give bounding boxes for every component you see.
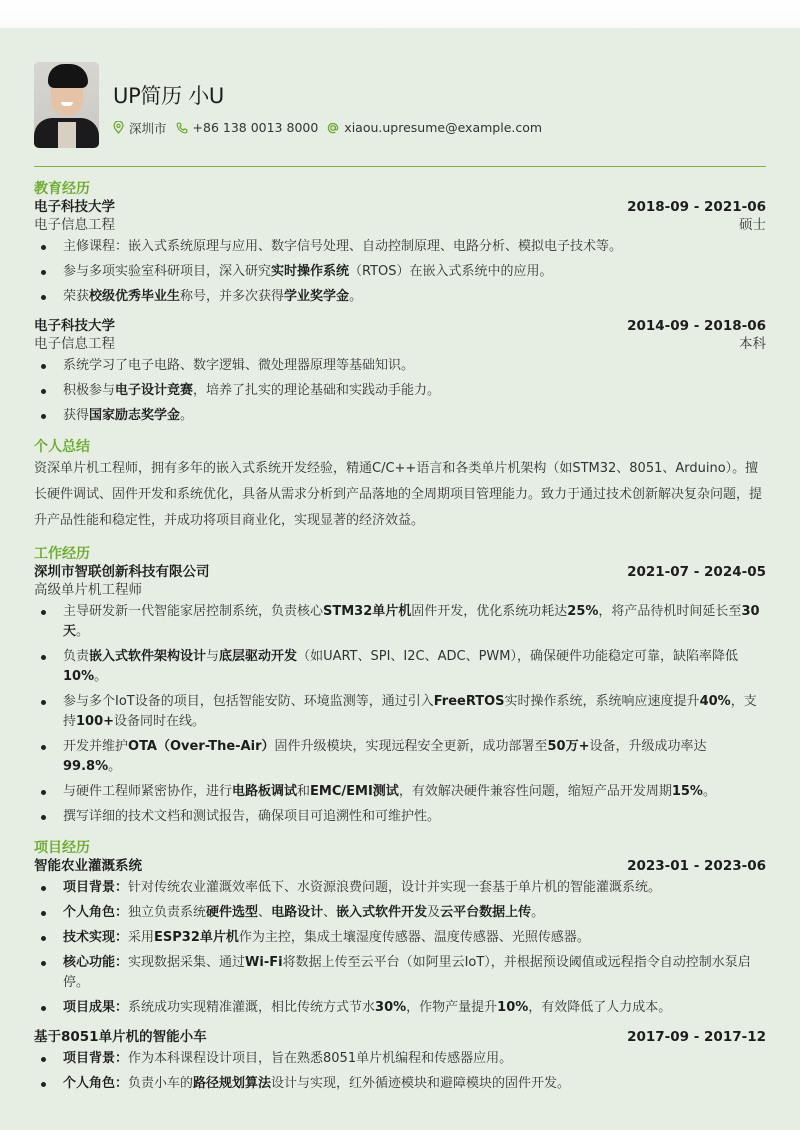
- bold-text: 硬件选型: [206, 905, 259, 920]
- school-name: 电子科技大学: [34, 318, 115, 334]
- bullet-item: 主导研发新一代智能家居控制系统，负责核心STM32单片机固件开发，优化系统功耗达25%，将产品待机时间延长至30天。: [34, 602, 766, 642]
- phone-text: +86 138 0013 8000: [192, 120, 319, 135]
- project-name: 基于8051单片机的智能小车: [34, 1029, 207, 1045]
- bold-text: 底层驱动开发: [219, 649, 298, 664]
- bold-text: FreeRTOS: [433, 694, 505, 709]
- email-text[interactable]: xiaou.upresume@example.com: [344, 120, 543, 135]
- contact-info: [113, 119, 551, 137]
- bold-text: 项目背景：: [63, 880, 129, 895]
- bullet-item: 负责嵌入式软件架构设计与底层驱动开发（如UART、SPI、I2C、ADC、PWM），确保硬件功能稳定可靠，缺陷率降低10%。: [34, 647, 766, 687]
- summary-text: 资深单片机工程师，拥有多年的嵌入式系统开发经验，精通C/C++语言和各类单片机架构（如STM32、8051、Arduino）。擅长硬件调试、固件开发和系统优化，具备从需求分析到产品落地的全周期项目管理能力。致力于通过技术创新解决复杂问题，提升产品性能和稳定性，并成功将项目商业化，实现显著的经济效益。: [34, 461, 763, 528]
- bold-text: 技术实现：: [63, 930, 129, 945]
- bold-text: 99.8%: [63, 759, 109, 774]
- entry-sub-row: [34, 335, 766, 353]
- bullet-item: 积极参与电子设计竞赛，培养了扎实的理论基础和实践动手能力。: [34, 381, 766, 401]
- bold-text: 电路板调试: [232, 784, 298, 799]
- bullet-item: 开发并维护OTA（Over-The-Air）固件升级模块，实现远程安全更新，成功部署至50万+设备，升级成功率达99.8%。: [34, 737, 766, 777]
- bullet-item: 系统学习了电子电路、数字逻辑、微处理器原理等基础知识。: [34, 356, 766, 376]
- bold-text: 项目背景：: [63, 1051, 129, 1066]
- entry-header-row: [34, 198, 766, 216]
- entry-header-row: [34, 563, 766, 581]
- bold-text: 嵌入式软件架构设计: [89, 649, 207, 664]
- project-entry: [34, 1028, 766, 1094]
- bold-text: 嵌入式软件开发: [336, 905, 428, 920]
- degree: 硕士: [739, 217, 766, 233]
- bold-text: STM32单片机: [323, 604, 412, 619]
- bullet-item: 主修课程：嵌入式系统原理与应用、数字信号处理、自动控制原理、电路分析、模拟电子技术等。: [34, 237, 766, 257]
- header-divider: [34, 166, 766, 167]
- bold-text: 国家励志奖学金: [89, 408, 181, 423]
- bold-text: 个人角色：: [63, 905, 129, 920]
- bold-text: 10%: [63, 669, 95, 684]
- bullet-list: [34, 602, 766, 827]
- bold-text: OTA（Over-The-Air）: [128, 739, 275, 754]
- project-name: 智能农业灌溉系统: [34, 858, 142, 874]
- bullet-list: [34, 356, 766, 426]
- education-section: [34, 180, 766, 426]
- bold-text: ESP32单片机: [154, 930, 239, 945]
- bullet-list: [34, 237, 766, 307]
- phone-icon: [176, 122, 188, 134]
- bullet-item: 撰写详细的技术文档和测试报告，确保项目可追溯性和可维护性。: [34, 807, 766, 827]
- date-range: 2021-07 - 2024-05: [627, 564, 766, 580]
- top-blank-bar: [0, 0, 800, 28]
- bold-text: 30天: [63, 604, 760, 639]
- bullet-item: 技术实现：采用ESP32单片机作为主控，集成土壤湿度传感器、温度传感器、光照传感器。: [34, 928, 766, 948]
- projects-section: [34, 839, 766, 1094]
- summary-section: [34, 438, 766, 534]
- bold-text: 实时操作系统: [271, 264, 350, 279]
- contact-phone: [176, 120, 319, 135]
- entry-header-row: [34, 317, 766, 335]
- bold-text: 40%: [699, 694, 731, 709]
- bullet-item: 项目背景：针对传统农业灌溉效率低下、水资源浪费问题，设计并实现一套基于单片机的智能灌溉系统。: [34, 878, 766, 898]
- bold-text: 项目成果：: [63, 1000, 129, 1015]
- bold-text: EMC/EMI测试: [310, 784, 399, 799]
- date-range: 2023-01 - 2023-06: [627, 858, 766, 874]
- work-entry: [34, 563, 766, 827]
- entry-sub-row: [34, 216, 766, 234]
- education-entry: [34, 198, 766, 307]
- section-title-summary: 个人总结: [34, 439, 90, 455]
- bold-text: 云平台数据上传: [440, 905, 532, 920]
- map-pin-icon: [113, 121, 124, 134]
- bullet-item: 荣获校级优秀毕业生称号，并多次获得学业奖学金。: [34, 287, 766, 307]
- bold-text: 30%: [375, 1000, 407, 1015]
- school-name: 电子科技大学: [34, 199, 115, 215]
- at-sign-icon: [327, 122, 339, 134]
- section-title-projects: 项目经历: [34, 840, 90, 856]
- entry-header-row: [34, 857, 766, 875]
- bold-text: 电子设计竞赛: [115, 383, 194, 398]
- candidate-name: UP简历 小U: [113, 83, 224, 108]
- resume-header: [34, 62, 766, 148]
- bold-text: 核心功能：: [63, 955, 129, 970]
- bullet-list: [34, 878, 766, 1018]
- bullet-item: 项目成果：系统成功实现精准灌溉，相比传统方式节水30%，作物产量提升10%，有效降低了人力成本。: [34, 998, 766, 1018]
- bullet-list: [34, 1049, 766, 1094]
- bold-text: 路径规划算法: [193, 1076, 272, 1091]
- location-text: 深圳市: [129, 120, 167, 136]
- profile-photo: [34, 62, 99, 148]
- bold-text: 50万+: [547, 739, 590, 754]
- bullet-item: 个人角色：负责小车的路径规划算法设计与实现，红外循迹模块和避障模块的固件开发。: [34, 1074, 766, 1094]
- bullet-item: 核心功能：实现数据采集、通过Wi-Fi将数据上传至云平台（如阿里云IoT），并根据预设阈值或远程指令自动控制水泵启停。: [34, 953, 766, 993]
- date-range: 2014-09 - 2018-06: [627, 318, 766, 334]
- bullet-item: 项目背景：作为本科课程设计项目，旨在熟悉8051单片机编程和传感器应用。: [34, 1049, 766, 1069]
- bold-text: 个人角色：: [63, 1076, 129, 1091]
- entry-sub-row: [34, 581, 766, 599]
- major: 电子信息工程: [34, 336, 115, 352]
- contact-email: [327, 120, 542, 135]
- bullet-item: 获得国家励志奖学金。: [34, 406, 766, 426]
- bullet-item: 参与多项实验室科研项目，深入研究实时操作系统（RTOS）在嵌入式系统中的应用。: [34, 262, 766, 282]
- job-role: 高级单片机工程师: [34, 582, 142, 598]
- education-entry: [34, 317, 766, 426]
- major: 电子信息工程: [34, 217, 115, 233]
- entry-header-row: [34, 1028, 766, 1046]
- bold-text: 学业奖学金: [284, 289, 350, 304]
- bold-text: Wi-Fi: [245, 955, 283, 970]
- bold-text: 电路设计: [271, 905, 324, 920]
- bold-text: 100+: [76, 714, 115, 729]
- work-section: [34, 545, 766, 827]
- section-title-education: 教育经历: [34, 181, 90, 197]
- bullet-item: 与硬件工程师紧密协作，进行电路板调试和EMC/EMI测试，有效解决硬件兼容性问题，缩短产品开发周期15%。: [34, 782, 766, 802]
- bold-text: 10%: [497, 1000, 529, 1015]
- date-range: 2017-09 - 2017-12: [627, 1029, 766, 1045]
- contact-location: [113, 119, 167, 137]
- bullet-item: 参与多个IoT设备的项目，包括智能安防、环境监测等，通过引入FreeRTOS实时操作系统，系统响应速度提升40%，支持100+设备同时在线。: [34, 692, 766, 732]
- company-name: 深圳市智联创新科技有限公司: [34, 564, 210, 580]
- project-entry: [34, 857, 766, 1018]
- bold-text: 校级优秀毕业生: [89, 289, 181, 304]
- bold-text: 15%: [671, 784, 703, 799]
- bullet-item: 个人角色：独立负责系统硬件选型、电路设计、嵌入式软件开发及云平台数据上传。: [34, 903, 766, 923]
- section-title-work: 工作经历: [34, 546, 90, 562]
- degree: 本科: [739, 336, 766, 352]
- resume-page: [0, 28, 800, 1130]
- bold-text: 25%: [567, 604, 599, 619]
- date-range: 2018-09 - 2021-06: [627, 199, 766, 215]
